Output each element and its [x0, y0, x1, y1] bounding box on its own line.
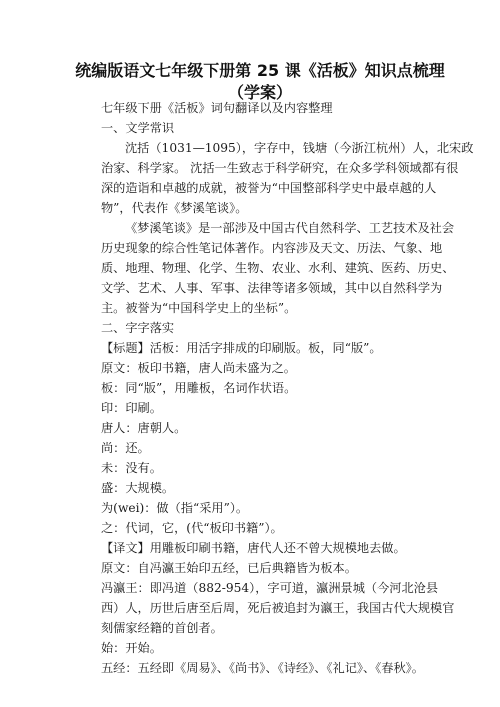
body-line: 沈括（1031—1095），字存中，钱塘（今浙江杭州）人，北宋政: [125, 141, 474, 155]
body-line: 印：印刷。: [101, 401, 162, 415]
body-line: 盛：大规模。: [101, 481, 175, 495]
body-line: 原文：板印书籍，唐人尚未盛为之。: [101, 361, 296, 375]
body-line: 【译文】用雕板印刷书籍，唐代人还不曾大规模地去做。: [101, 541, 406, 555]
body-line: 尚：还。: [101, 441, 150, 455]
body-line: 质、地理、物理、化学、生物、农业、水利、建筑、医药、历史、: [101, 261, 455, 275]
body-line: 【标题】活板：用活字排成的印刷版。板，同“版”。: [101, 341, 382, 355]
document-title: 统编版语文七年级下册第 25 课《活板》知识点梳理: [75, 61, 445, 80]
body-line: 深的造诣和卓越的成就，被誉为“中国整部科学史中最卓越的人: [101, 181, 437, 195]
section-heading: 二、字字落实: [101, 321, 175, 335]
body-line: 始：开始。: [101, 641, 162, 655]
body-line: 唐人：唐朝人。: [101, 421, 187, 435]
body-line: 七年级下册《活板》词句翻译以及内容整理: [101, 101, 333, 115]
body-line: 刻儒家经籍的首创者。: [101, 621, 223, 635]
body-line: 板：同“版”，用雕板，名词作状语。: [101, 381, 297, 395]
body-line: 历史现象的综合性笔记体著作。内容涉及天文、历法、气象、地: [101, 241, 443, 255]
body-line: 冯瀛王：即冯道（882-954），字可道，瀛洲景城（今河北沧县: [101, 581, 439, 595]
body-line: 文学、艺术、人事、军事、法律等诸多领域，其中以自然科学为: [101, 281, 443, 295]
document-body: [101, 98, 474, 678]
section-heading: 一、文学常识: [101, 121, 175, 135]
body-line: 原文：自冯瀛王始印五经，已后典籍皆为板本。: [101, 561, 357, 575]
body-line: 西）人，历世后唐至后周，死后被追封为瀛王，我国古代大规模官: [101, 601, 455, 615]
body-line: 物”，代表作《梦溪笔谈》。: [101, 201, 248, 215]
body-line: 主。被誉为“中国科学史上的坐标”。: [101, 301, 297, 315]
body-line: 《梦溪笔谈》是一部涉及中国古代自然科学、工艺技术及社会: [125, 221, 455, 235]
document-subtitle: （学案）: [227, 83, 292, 102]
body-line: 治家、科学家。 沈括一生致志于科学研究，在众多学科领域都有很: [101, 161, 459, 175]
body-line: 之：代词，它，(代“板印书籍”）。: [101, 521, 283, 535]
body-line: 五经：五经即《周易》、《尚书》、《诗经》、《礼记》、《春秋》。: [101, 661, 424, 675]
body-line: 为(wei)：做（指“采用”）。: [101, 501, 249, 515]
body-line: 未：没有。: [101, 461, 162, 475]
